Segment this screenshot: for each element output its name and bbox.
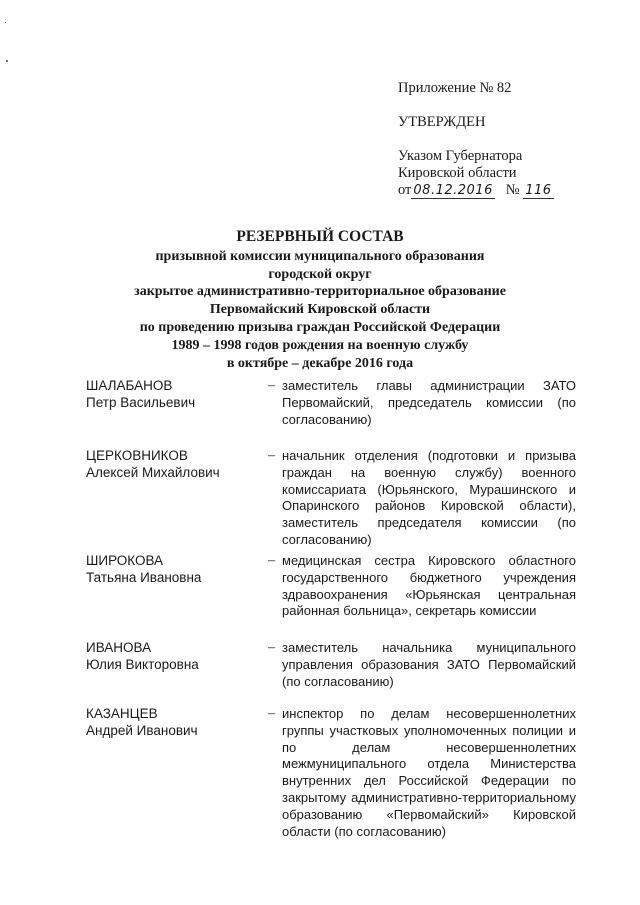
decree-date-line [398,182,598,199]
member-entry [86,640,576,690]
member-name [86,706,268,840]
document-title [60,228,580,372]
member-entry [86,706,576,840]
title-line: в октябре – декабре 2016 года [226,355,414,371]
member-given-names: Алексей Михайлович [86,464,220,480]
member-given-names: Татьяна Ивановна [86,569,202,585]
member-given-names: Петр Васильевич [86,394,196,410]
member-role: инспектор по делам несовершеннолетних группы участковых уполномоченных полиции и по делам несовершеннолетних межмуниципального отдела Министерства внутренних дел Российской Федерации по закрытому административно-территориальному образованию «Первомайский» Кировской области (по согласованию) [282,706,576,839]
date-prefix: от [398,182,412,198]
decree-line-1: Указом Губернатора [398,148,523,164]
title-line: призывной комиссии муниципального образования [155,248,485,264]
member-surname: ШИРОКОВА [86,553,164,568]
approval-stamp-block [398,80,598,199]
members-list [86,378,576,848]
member-dash: – [268,706,275,721]
member-name [86,553,268,620]
appendix-number: Приложение № 82 [398,80,512,96]
member-surname: ШАЛАБАНОВ [86,378,173,393]
member-role: начальник отделения (подготовки и призыва граждан на военную службу) военного комиссариата (Юрьянского, Мурашинского и Опаринского районов Кировской области), заместитель председателя комиссии (по согласованию) [282,448,576,547]
member-dash: – [268,378,275,393]
title-line: Первомайский Кировской области [209,302,431,318]
title-line: по проведению призыва граждан Российской Федерации [139,319,501,335]
member-role: медицинская сестра Кировского областного государственного бюджетного учреждения здравоохранения «Юрьянская центральная районная больница», секретарь комиссии [282,553,576,619]
member-name [86,448,268,549]
member-dash: – [268,553,275,568]
member-entry [86,448,576,549]
member-entry [86,378,576,428]
handwritten-date: 08.12.2016 [413,183,493,198]
member-dash: – [268,448,275,463]
handwritten-number: 116 [525,183,552,198]
member-role: заместитель главы администрации ЗАТО Первомайский, председатель комиссии (по согласованию) [282,378,576,427]
member-name [86,378,268,428]
decree-line-2: Кировской области [398,165,517,181]
scan-speck [5,22,6,23]
member-surname: КАЗАНЦЕВ [86,706,158,721]
title-line: 1989 – 1998 годов рождения на военную службу [171,337,469,353]
member-dash: – [268,640,275,655]
approved-label: УТВЕРЖДЕН [398,114,486,130]
scan-speck [6,60,8,62]
number-prefix: № [505,182,520,198]
member-surname: ЦЕРКОВНИКОВ [86,448,188,463]
member-name [86,640,268,690]
title-line: городской округ [268,266,372,282]
member-given-names: Андрей Иванович [86,722,198,738]
title-main: РЕЗЕРВНЫЙ СОСТАВ [236,228,404,245]
member-entry [86,553,576,620]
member-role: заместитель начальника муниципального управления образования ЗАТО Первомайский (по согласованию) [282,640,576,689]
member-given-names: Юлия Викторовна [86,656,199,672]
title-line: закрытое административно-территориальное образование [134,284,506,300]
member-surname: ИВАНОВА [86,640,152,655]
